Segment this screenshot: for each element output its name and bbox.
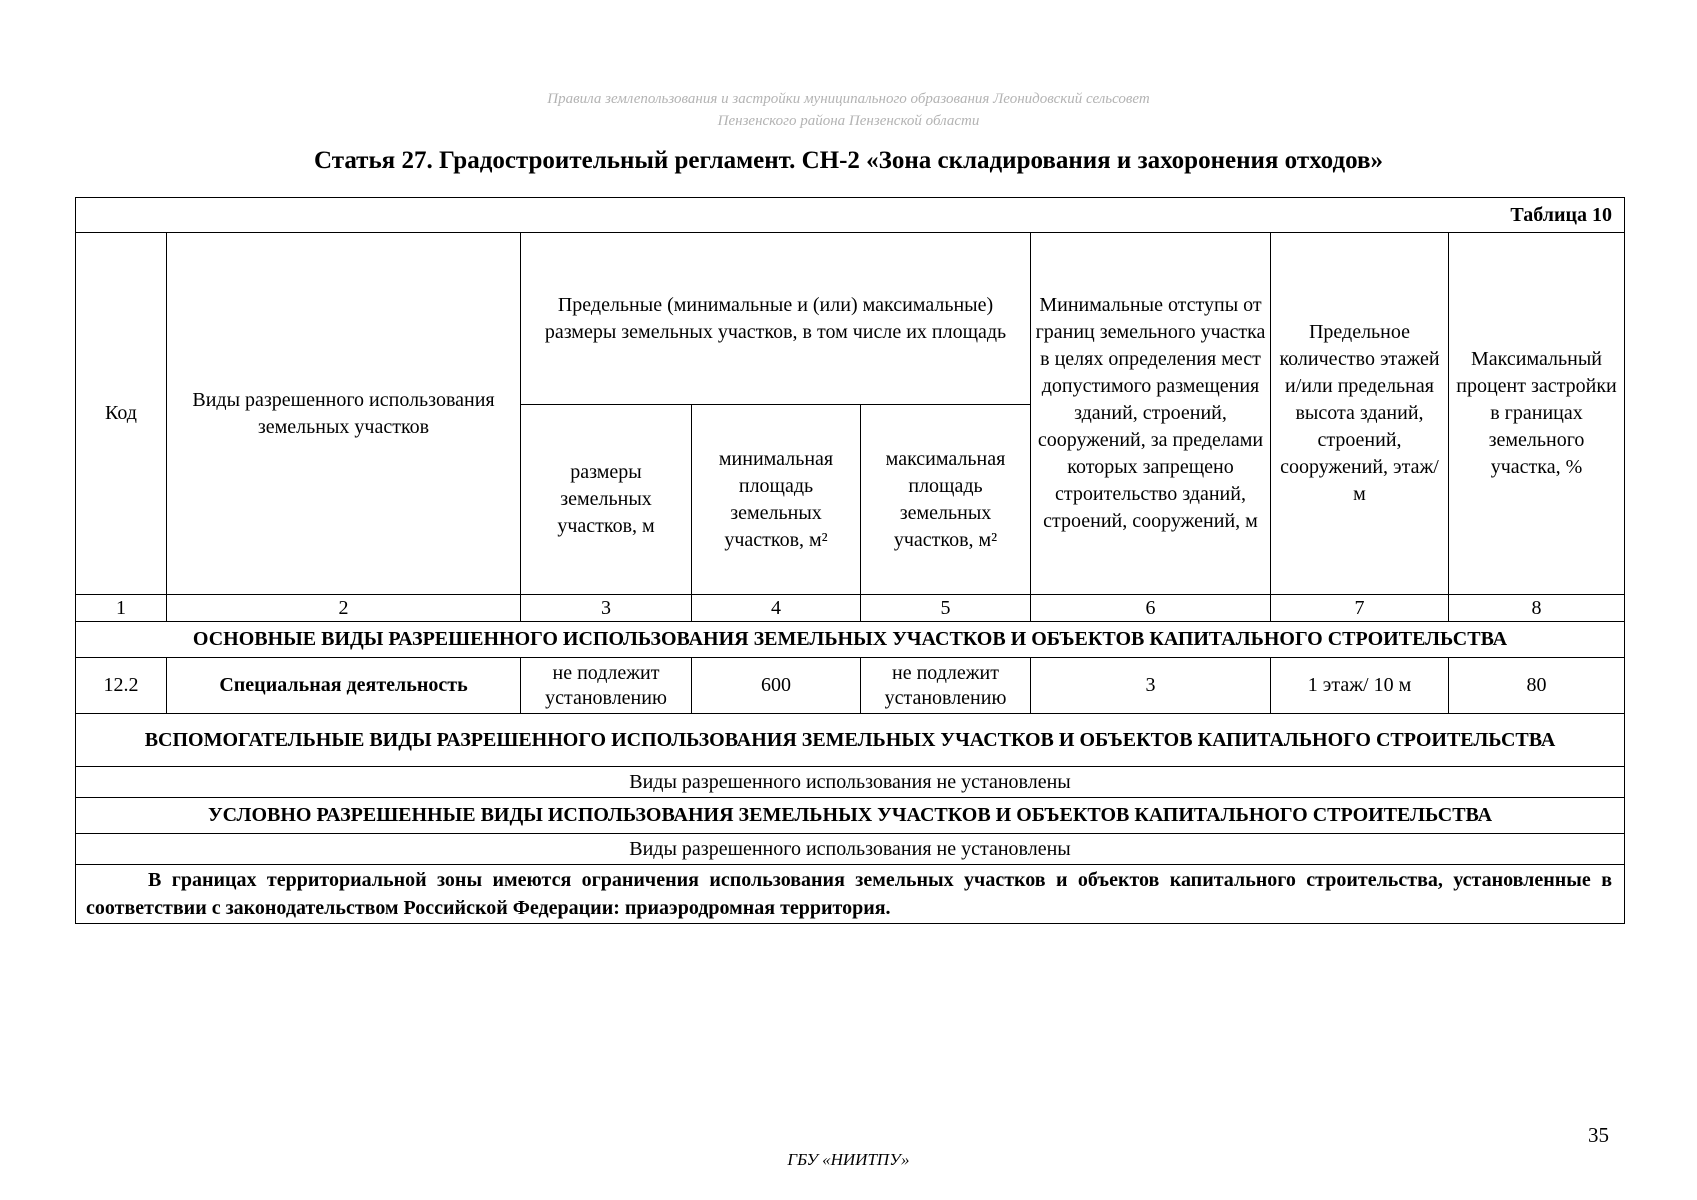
header-min-area: минимальная площадь земельных участков, м²: [692, 405, 861, 595]
row-coverage: 80: [1449, 658, 1625, 714]
header-limit-sizes: Предельные (минимальные и (или) максимальные) размеры земельных участков, в том числе их площадь: [521, 233, 1031, 405]
column-number: 8: [1449, 595, 1625, 622]
column-number: 5: [861, 595, 1031, 622]
header-sizes: размеры земельных участков, м: [521, 405, 692, 595]
column-number: 4: [692, 595, 861, 622]
table-row: [76, 658, 1625, 714]
auxiliary-uses-text: Виды разрешенного использования не установлены: [76, 767, 1625, 798]
header-setbacks: Минимальные отступы от границ земельного участка в целях определения мест допустимого размещения зданий, строений, сооружений, за пределами которых запрещено строительство зданий, строений, сооружений, м: [1031, 233, 1271, 595]
row-setbacks: 3: [1031, 658, 1271, 714]
header-use-types: Виды разрешенного использования земельных участков: [167, 233, 521, 595]
header-coverage: Максимальный процент застройки в границах земельного участка, %: [1449, 233, 1625, 595]
regulation-table: [75, 197, 1625, 924]
row-min-area: 600: [692, 658, 861, 714]
column-number: 2: [167, 595, 521, 622]
document-header-note: [0, 88, 1697, 132]
header-note-line-2: Пензенского района Пензенской области: [717, 113, 980, 129]
header-floors: Предельное количество этажей и/или предельная высота зданий, строений, сооружений, этаж/м: [1271, 233, 1449, 595]
row-floors: 1 этаж/ 10 м: [1271, 658, 1449, 714]
table-label: Таблица 10: [76, 198, 1625, 233]
column-number: 3: [521, 595, 692, 622]
row-use-name: Специальная деятельность: [167, 658, 521, 714]
restrictions-note: В границах территориальной зоны имеются ограничения использования земельных участков и объектов капитального строительства, установленные в соответствии с законодательством Российской Федерации: приаэродромная территория.: [86, 869, 1612, 919]
restrictions-note-cell: [76, 865, 1625, 924]
footer-organization: ГБУ «НИИТПУ»: [787, 1150, 910, 1169]
column-number: 7: [1271, 595, 1449, 622]
section-main-uses: ОСНОВНЫЕ ВИДЫ РАЗРЕШЕННОГО ИСПОЛЬЗОВАНИЯ ЗЕМЕЛЬНЫХ УЧАСТКОВ И ОБЪЕКТОВ КАПИТАЛЬНОГО СТРОИТЕЛЬСТВА: [76, 622, 1625, 658]
page-number: 35: [1588, 1123, 1609, 1147]
header-code: Код: [76, 233, 167, 595]
section-auxiliary-uses: ВСПОМОГАТЕЛЬНЫЕ ВИДЫ РАЗРЕШЕННОГО ИСПОЛЬЗОВАНИЯ ЗЕМЕЛЬНЫХ УЧАСТКОВ И ОБЪЕКТОВ КАПИТАЛЬНОГО СТРОИТЕЛЬСТВА: [76, 714, 1625, 767]
column-number-row: [76, 595, 1625, 622]
row-max-area: не подлежит установлению: [861, 658, 1031, 714]
header-max-area: максимальная площадь земельных участков, м²: [861, 405, 1031, 595]
section-conditional-uses: УСЛОВНО РАЗРЕШЕННЫЕ ВИДЫ ИСПОЛЬЗОВАНИЯ ЗЕМЕЛЬНЫХ УЧАСТКОВ И ОБЪЕКТОВ КАПИТАЛЬНОГО СТРОИТЕЛЬСТВА: [76, 798, 1625, 834]
column-number: 6: [1031, 595, 1271, 622]
conditional-uses-text: Виды разрешенного использования не установлены: [76, 834, 1625, 865]
column-number: 1: [76, 595, 167, 622]
article-title: Статья 27. Градостроительный регламент. СН-2 «Зона складирования и захоронения отходов»: [314, 147, 1383, 174]
header-note-line-1: Правила землепользования и застройки муниципального образования Леонидовский сельсовет: [547, 91, 1150, 107]
row-sizes: не подлежит установлению: [521, 658, 692, 714]
row-code: 12.2: [76, 658, 167, 714]
